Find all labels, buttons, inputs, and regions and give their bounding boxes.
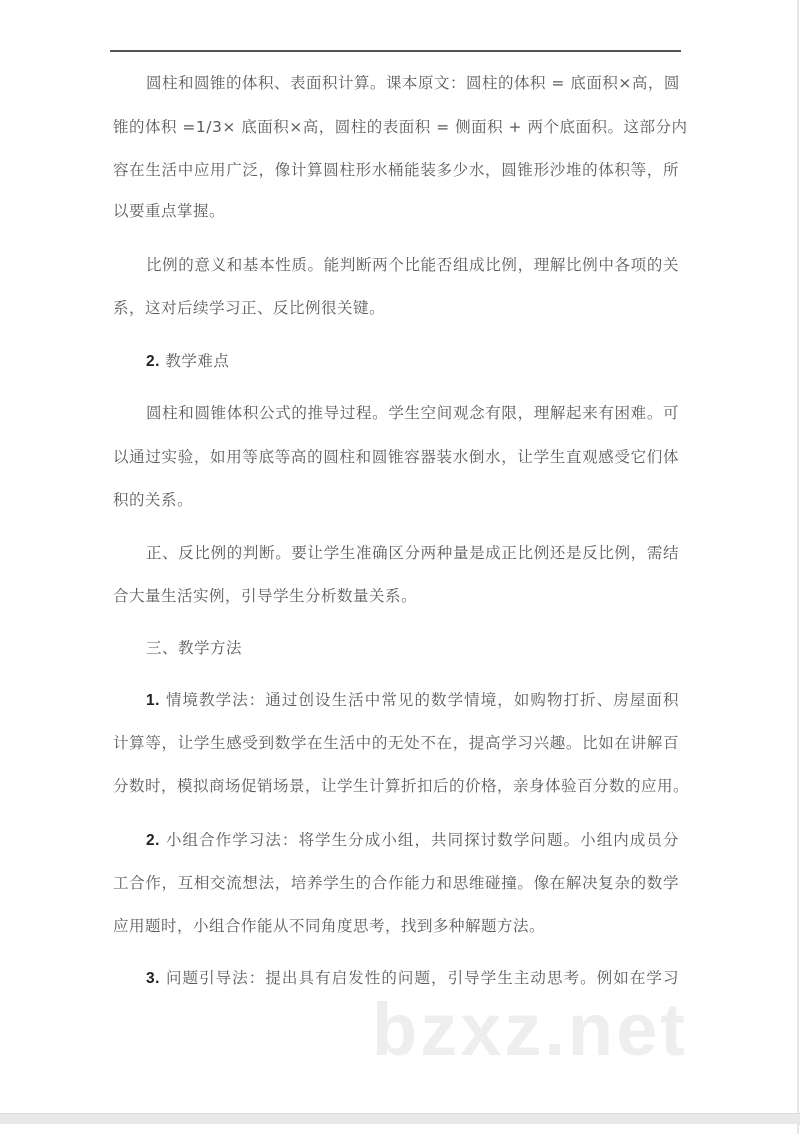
section-heading-methods: 三、教学方法 — [146, 639, 243, 657]
header-rule — [110, 50, 681, 52]
heading-text: 教学难点 — [165, 352, 230, 370]
paragraph-line: 圆柱和圆锥的体积、表面积计算。课本原文：圆柱的体积 = 底面积×高，圆 — [146, 74, 680, 92]
item-number: 2. — [146, 832, 160, 849]
method-item-3 — [146, 967, 679, 989]
paragraph-line: 锥的体积 =1/3× 底面积×高，圆柱的表面积 = 侧面积 + 两个底面积。这部分内 — [113, 118, 688, 136]
item-text: 问题引导法：提出具有启发性的问题，引导学生主动思考。例如在学习 — [165, 969, 679, 987]
paragraph-line: 以要重点掌握。 — [113, 202, 226, 220]
paragraph-line: 比例的意义和基本性质。能判断两个比能否组成比例，理解比例中各项的关 — [146, 256, 679, 274]
paragraph-line: 分数时，模拟商场促销场景，让学生计算折扣后的价格，亲身体验百分数的应用。 — [113, 777, 690, 795]
item-text: 情境教学法：通过创设生活中常见的数学情境，如购物打折、房屋面积 — [165, 691, 679, 709]
next-page-top — [0, 1124, 799, 1134]
heading-number: 2. — [146, 353, 160, 370]
paragraph-line: 应用题时，小组合作能从不同角度思考，找到多种解题方法。 — [113, 917, 546, 935]
item-number: 1. — [146, 692, 160, 709]
paragraph-line: 容在生活中应用广泛，像计算圆柱形水桶能装多少水，圆锥形沙堆的体积等，所 — [113, 161, 679, 179]
paragraph-line: 积的关系。 — [113, 491, 194, 509]
paragraph-line: 合大量生活实例，引导学生分析数量关系。 — [113, 587, 418, 605]
paragraph-line: 圆柱和圆锥体积公式的推导过程。学生空间观念有限，理解起来有困难。可 — [146, 404, 679, 422]
method-item-2 — [146, 829, 679, 851]
paragraph-line: 以通过实验，如用等底等高的圆柱和圆锥容器装水倒水，让学生直观感受它们体 — [113, 448, 679, 466]
method-item-1 — [146, 689, 679, 711]
item-number: 3. — [146, 970, 160, 987]
paragraph-line: 系，这对后续学习正、反比例很关键。 — [113, 299, 386, 317]
watermark: bzxz.net — [372, 988, 688, 1071]
paragraph-line: 正、反比例的判断。要让学生准确区分两种量是成正比例还是反比例，需结 — [146, 544, 679, 562]
item-text: 小组合作学习法：将学生分成小组，共同探讨数学问题。小组内成员分 — [165, 831, 679, 849]
paragraph-line: 工合作，互相交流想法，培养学生的合作能力和思维碰撞。像在解决复杂的数学 — [113, 874, 679, 892]
subheading-difficulties — [146, 350, 229, 372]
paragraph-line: 计算等，让学生感受到数学在生活中的无处不在，提高学习兴趣。比如在讲解百 — [113, 734, 679, 752]
